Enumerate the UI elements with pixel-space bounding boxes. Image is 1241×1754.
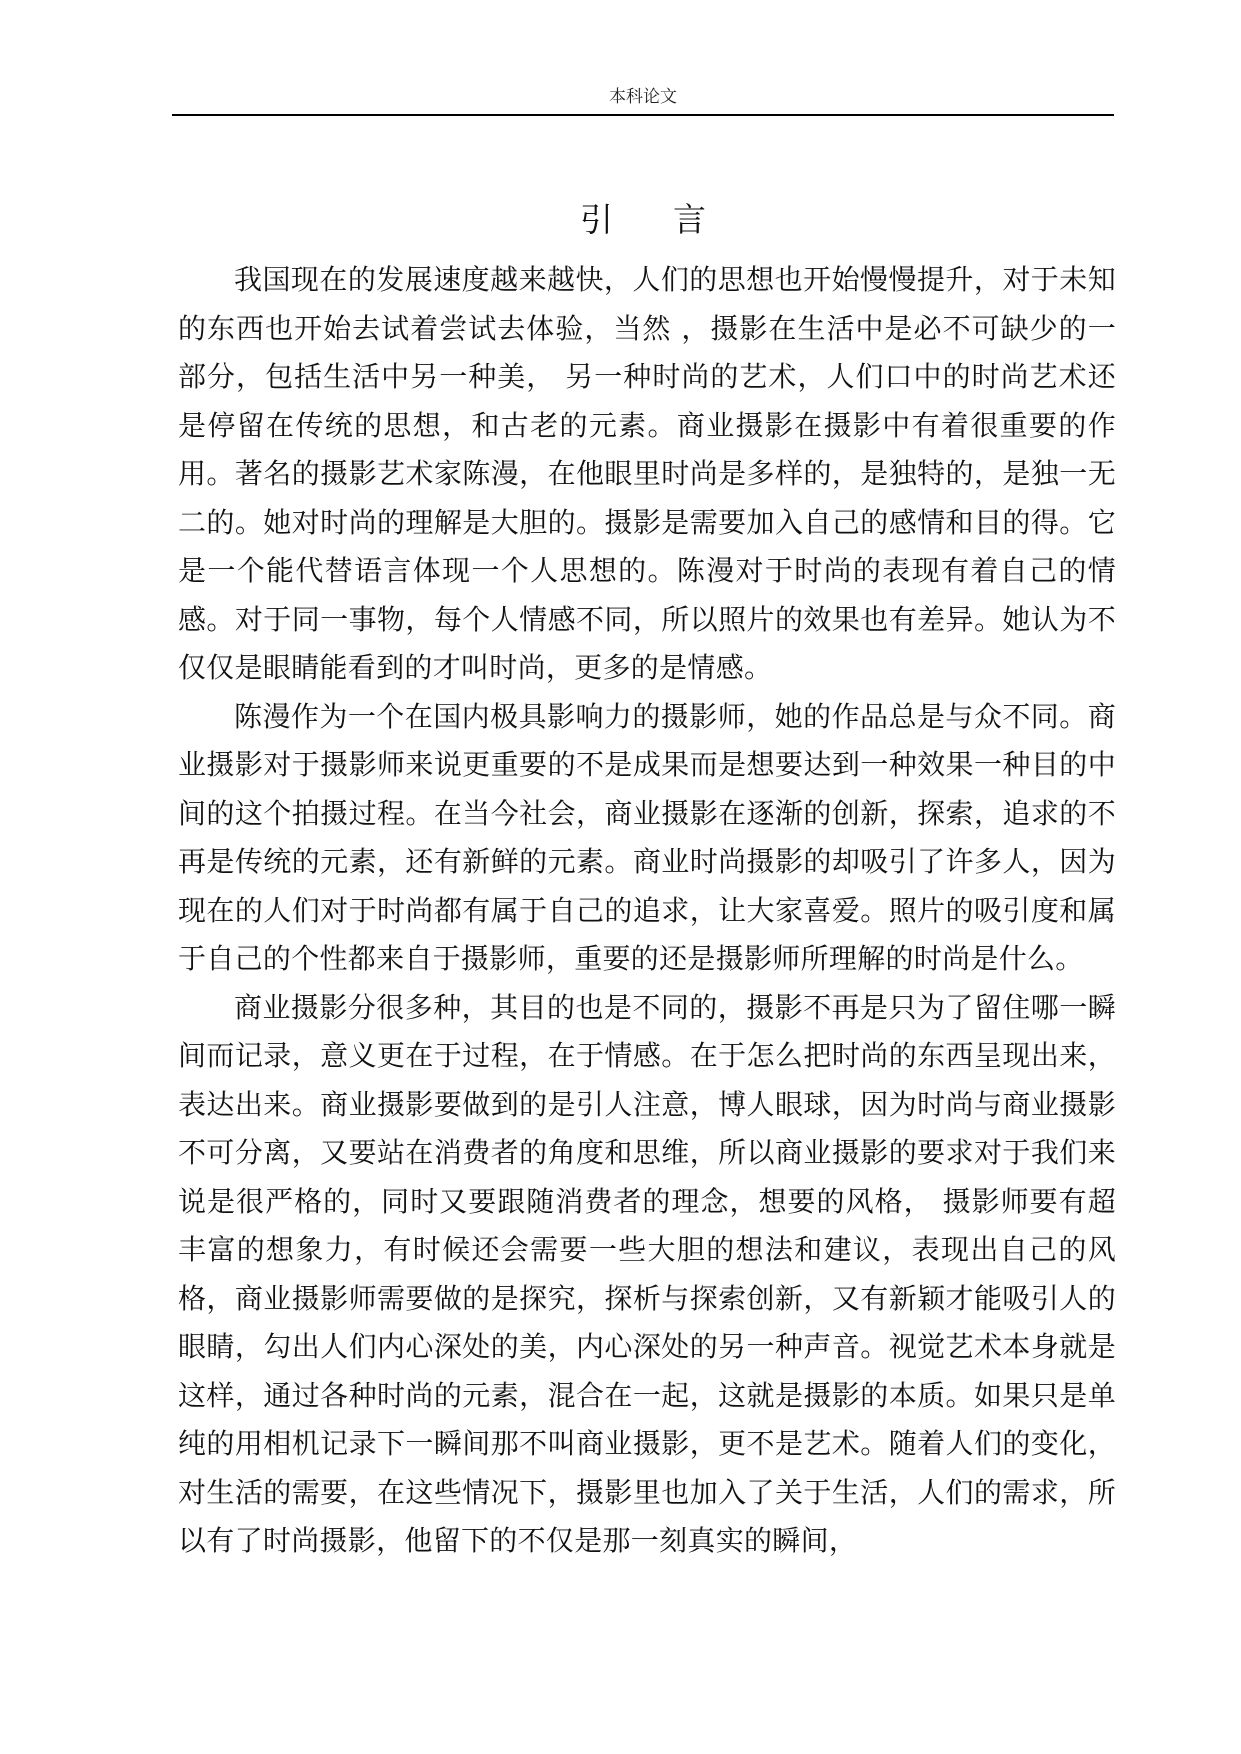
running-header: 本科论文 [609,87,677,107]
body-text [178,256,1116,1566]
paragraph-2: 陈漫作为一个在国内极具影响力的摄影师，她的作品总是与众不同。商业摄影对于摄影师来说更重要的不是成果而是想要达到一种效果一种目的中间的这个拍摄过程。在当今社会，商业摄影在逐渐的创新，探索，追求的不再是传统的元素，还有新鲜的元素。商业时尚摄影的却吸引了许多人，因为现在的人们对于时尚都有属于自己的追求，让大家喜爱。照片的吸引度和属于自己的个性都来自于摄影师，重要的还是摄影师所理解的时尚是什么。 [178,699,1116,975]
paragraph-1: 我国现在的发展速度越来越快，人们的思想也开始慢慢提升，对于未知的东西也开始去试着尝试去体验，当然 ，摄影在生活中是必不可缺少的一部分，包括生活中另一种美， 另一种时尚的艺术，人们口中的时尚艺术还是停留在传统的思想，和古老的元素。商业摄影在摄影中有着很重要的作用。著名的摄影艺术家陈漫，在他眼里时尚是多样的，是独特的，是独一无二的。她对时尚的理解是大胆的。摄影是需要加入自己的感情和目的得。它是一个能代替语言体现一个人思想的。陈漫对于时尚的表现有着自己的情感。对于同一事物，每个人情感不同，所以照片的效果也有差异。她认为不仅仅是眼睛能看到的才叫时尚，更多的是情感。 [178,263,1116,684]
section-title: 引言 [580,200,766,239]
header-rule [172,114,1114,116]
paragraph-3: 商业摄影分很多种，其目的也是不同的，摄影不再是只为了留住哪一瞬间而记录，意义更在于过程，在于情感。在于怎么把时尚的东西呈现出来，表达出来。商业摄影要做到的是引人注意，博人眼球，因为时尚与商业摄影不可分离，又要站在消费者的角度和思维，所以商业摄影的要求对于我们来说是很严格的，同时又要跟随消费者的理念，想要的风格， 摄影师要有超丰富的想象力，有时候还会需要一些大胆的想法和建议，表现出自己的风格，商业摄影师需要做的是探究，探析与探索创新，又有新颖才能吸引人的眼睛，勾出人们内心深处的美，内心深处的另一种声音。视觉艺术本身就是这样，通过各种时尚的元素，混合在一起，这就是摄影的本质。如果只是单纯的用相机记录下一瞬间那不叫商业摄影，更不是艺术。随着人们的变化，对生活的需要，在这些情况下，摄影里也加入了关于生活，人们的需求，所以有了时尚摄影，他留下的不仅是那一刻真实的瞬间， [178,990,1116,1557]
